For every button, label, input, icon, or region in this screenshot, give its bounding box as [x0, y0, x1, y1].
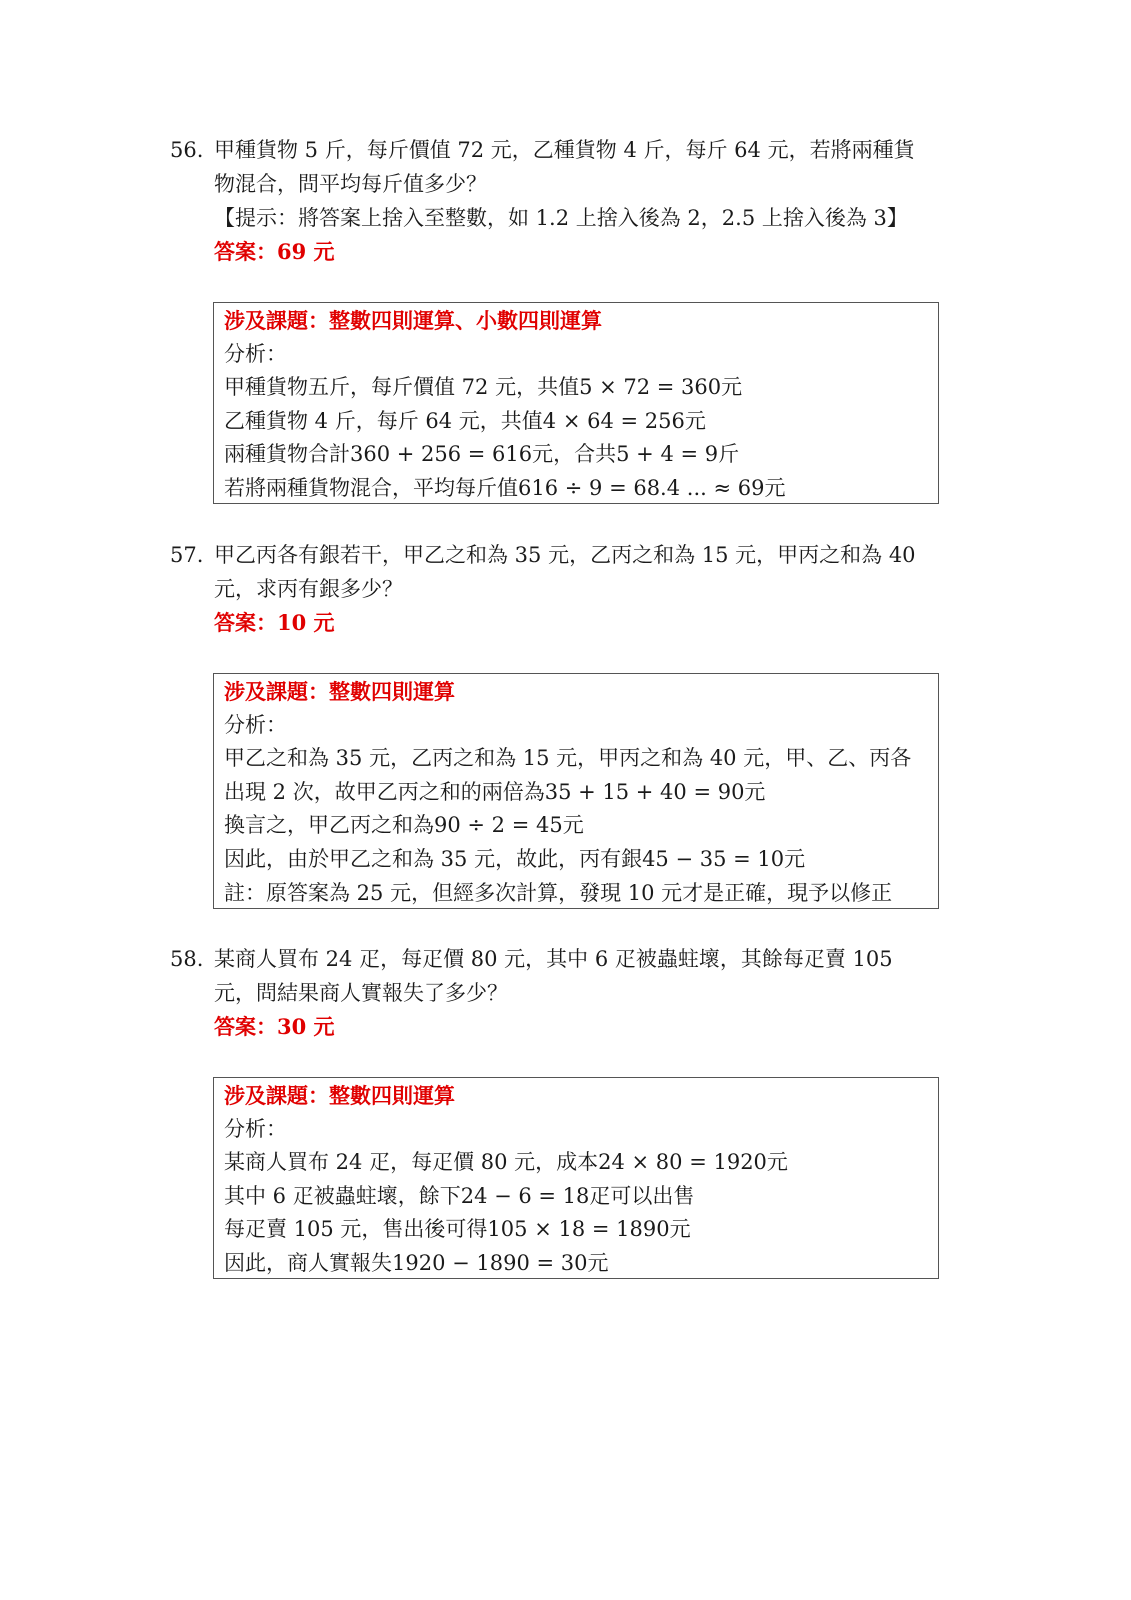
topic-label: 涉及課題：整數四則運算、小數四則運算 — [224, 308, 602, 333]
question-hint: 【提示：將答案上捨入至整數，如 1.2 上捨入後為 2，2.5 上捨入後為 3】 — [214, 206, 908, 230]
analysis-note: 註：原答案為 25 元，但經多次計算，發現 10 元才是正確，現予以修正 — [224, 880, 893, 905]
analysis-line: 甲乙之和為 35 元，乙丙之和為 15 元，甲丙之和為 40 元，甲、乙、丙各 — [224, 746, 912, 771]
question-text-line: 甲種貨物 5 斤，每斤價值 72 元，乙種貨物 4 斤，每斤 64 元，若將兩種貨 — [214, 138, 915, 162]
analysis-box-57 — [213, 673, 939, 909]
analysis-line: 某商人買布 24 疋，每疋價 80 元，成本24 × 80 = 1920元 — [224, 1150, 788, 1175]
question-text-line: 甲乙丙各有銀若干，甲乙之和為 35 元，乙丙之和為 15 元，甲丙之和為 40 — [214, 543, 916, 567]
analysis-title: 分析： — [224, 1116, 287, 1141]
analysis-line: 甲種貨物五斤，每斤價值 72 元，共值5 × 72 = 360元 — [224, 375, 743, 400]
question-text-line: 元，求丙有銀多少？ — [214, 577, 403, 601]
analysis-title: 分析： — [224, 712, 287, 737]
question-58 — [170, 942, 970, 1044]
question-56 — [170, 133, 970, 269]
question-number: 58. — [170, 947, 204, 971]
question-number: 56. — [170, 138, 204, 162]
analysis-box-56 — [213, 302, 939, 504]
analysis-line: 其中 6 疋被蟲蛀壞，餘下24 − 6 = 18疋可以出售 — [224, 1183, 695, 1208]
topic-label: 涉及課題：整數四則運算 — [224, 679, 455, 704]
analysis-line: 因此，由於甲乙之和為 35 元，故此，丙有銀45 − 35 = 10元 — [224, 846, 806, 871]
question-57 — [170, 538, 970, 640]
analysis-box-58 — [213, 1077, 939, 1279]
analysis-line: 若將兩種貨物混合，平均每斤值616 ÷ 9 = 68.4 ... ≈ 69元 — [224, 475, 786, 500]
analysis-line: 乙種貨物 4 斤，每斤 64 元，共值4 × 64 = 256元 — [224, 408, 706, 433]
answer: 答案：10 元 — [214, 610, 335, 635]
analysis-line: 出現 2 次，故甲乙丙之和的兩倍為35 + 15 + 40 = 90元 — [224, 779, 766, 804]
answer: 答案：69 元 — [214, 239, 335, 264]
question-text-line: 某商人買布 24 疋，每疋價 80 元，其中 6 疋被蟲蛀壞，其餘每疋賣 105 — [214, 947, 893, 971]
answer: 答案：30 元 — [214, 1014, 335, 1039]
analysis-line: 換言之，甲乙丙之和為90 ÷ 2 = 45元 — [224, 813, 584, 838]
analysis-line: 因此，商人實報失1920 − 1890 = 30元 — [224, 1250, 609, 1275]
question-text-line: 物混合，問平均每斤值多少？ — [214, 172, 487, 196]
analysis-line: 兩種貨物合計360 + 256 = 616元，合共5 + 4 = 9斤 — [224, 442, 740, 467]
analysis-line: 每疋賣 105 元，售出後可得105 × 18 = 1890元 — [224, 1217, 691, 1242]
analysis-title: 分析： — [224, 341, 287, 366]
question-number: 57. — [170, 543, 204, 567]
topic-label: 涉及課題：整數四則運算 — [224, 1083, 455, 1108]
question-text-line: 元，問結果商人實報失了多少？ — [214, 981, 508, 1005]
